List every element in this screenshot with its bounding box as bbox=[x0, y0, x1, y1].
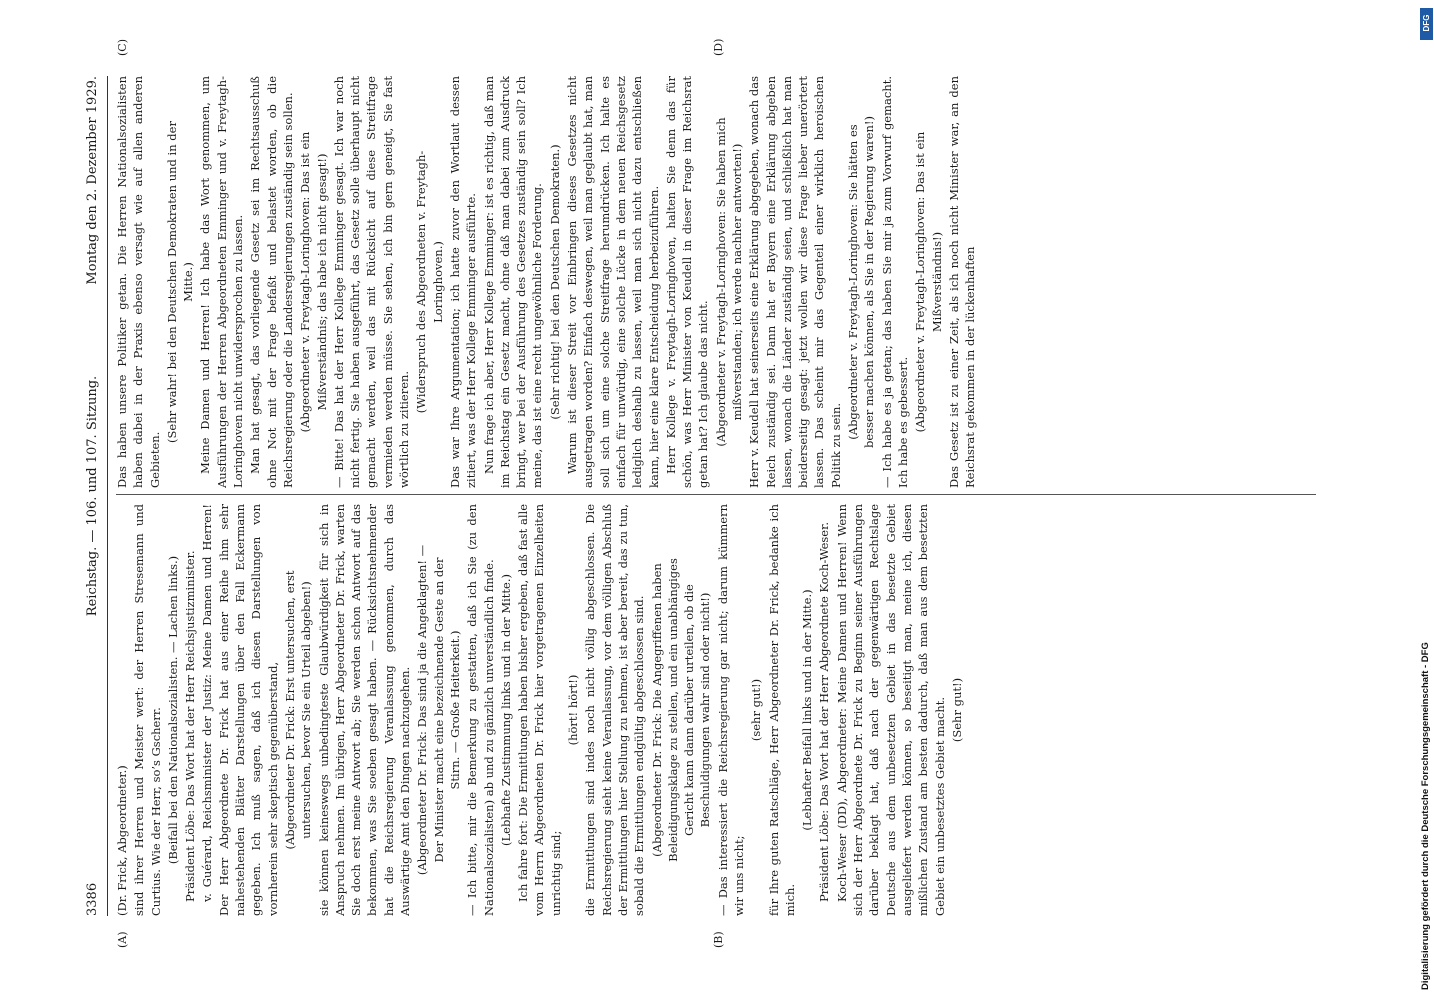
left-column bbox=[114, 504, 1320, 916]
speech-paragraph: — Ich bitte, mir die Bemerkung zu gestatten, daß ich Sie (zu den Nationalsozialisten) ab und zu gänzlich unverständlich finde. bbox=[465, 504, 496, 916]
speech-paragraph: — Ich habe es ja getan; das haben Sie mir ja zum Vorwurf gemacht. Ich habe es gebessert. bbox=[879, 76, 910, 488]
interjection: (Lebhafte Zustimmung links und in der Mitte.) bbox=[498, 574, 513, 846]
speech-paragraph: Das war Ihre Argumentation; ich hatte zuvor den Wortlaut dessen zitiert, was der Herr Kollege Emminger ausführte. bbox=[447, 76, 479, 488]
speech-paragraph: Nun frage ich aber, Herr Kollege Emminger: ist es richtig, daß man im Reichstag ein Gesetz macht, ohne daß man dabei zum Ausdruck bringt, wer bei der Ausführung des Gesetzes zuständig sein soll? Ich meine, das ist eine recht ungewöhnliche Forderung. bbox=[481, 76, 545, 488]
margin-mark-d: (D) bbox=[712, 38, 725, 56]
paragraph: sind ihrer Herren und Meister wert: der Herren Stresemann und Curtius. Wie der Herr, so’s Gscherr. bbox=[132, 504, 163, 916]
credit-text: Digitalisierung gefördert durch die Deutsche Forschungsgemeinschaft - DFG bbox=[1420, 642, 1431, 990]
interjection: (Lebhafter Beifall links und in der Mitte.) bbox=[800, 589, 815, 831]
margin-mark-c: (C) bbox=[116, 39, 129, 56]
interjection: (Abgeordneter v. Freytagh-Loringhoven: Sie haben mich mißverstanden; ich werde nachher antworten!) bbox=[713, 117, 744, 447]
interjection: (Sehr wahr! bei den Deutschen Demokraten und in der Mitte.) bbox=[164, 121, 196, 443]
interjection: (Abgeordneter v. Freytagh-Loringhoven: Das ist ein Mißverständnis; das habe ich nicht gesagt!) bbox=[298, 131, 329, 433]
speech-paragraph: Das Gesetz ist zu einer Zeit, als ich noch nicht Minister war, an den Reichsrat gekommen in der lückenhaften bbox=[946, 76, 978, 488]
header-title: Reichstag. — 106. und 107. Sitzung. bbox=[85, 375, 100, 617]
speech-paragraph: Herr Kollege v. Freytagh-Loringhoven, halten Sie denn das für schön, was Herr Minister von Keudell in dieser Frage im Reichsrat getan hat? Ich glaube das nicht. bbox=[663, 76, 711, 488]
speech-paragraph: — Das interessiert die Reichsregierung gar nicht; darum kümmern wir uns nicht; bbox=[715, 504, 746, 916]
interjection: (Abgeordneter Dr. Frick: Das sind ja die Angeklagten! — Der Minister macht eine bezeichnende Geste an der Stirn. — Große Heiterkeit.) bbox=[415, 544, 462, 876]
speech-paragraph: sie können keineswegs unbedingteste Glaubwürdigkeit für sich in Anspruch nehmen. Im übrigen, Herr Abgeordneter Dr. Frick, warten Sie doch erst meine Antwort ab; Sie werden schon Antwort auf das bekommen, was Sie soeben gesagt haben. — Rücksichtsnehmender hat die Reichsregierung Veranlassung genommen, durch das Auswärtige Amt den Dingen nachzugehen. bbox=[316, 504, 413, 916]
interjection: (sehr gut!) bbox=[749, 678, 764, 742]
speech-paragraph: Herr v. Keudell hat seinerseits eine Erklärung abgegeben, wonach das Reich zuständig sei. Dann hat er Bayern eine Erklärung abgeben lassen, wonach die Länder zuständig seien, und schließlich hat man beiderseitig gesagt: jetzt wollen wir diese Frage lieber unerörtert lassen. Das scheint mir das Gegenteil einer wirklich heroischen Politik zu sein. bbox=[747, 76, 843, 488]
president-statement: Präsident Löbe: Das Wort hat der Herr Abgeordnete Koch-Weser. bbox=[817, 522, 832, 902]
dfg-logo-text: DFG bbox=[1422, 14, 1431, 32]
interjection: (Beifall bei den Nationalsozialisten. — Lachen links.) bbox=[165, 555, 180, 865]
speech-paragraph: Meine Damen und Herren! Ich habe das Wort genommen, um Ausführungen der Herren Abgeordneten Emminger und v. Freytagh-Loringhoven nicht unwidersprochen zu lassen. bbox=[198, 76, 246, 488]
interjection: (hört! hört!) bbox=[566, 674, 581, 746]
speaker-continuation: (Dr. Frick, Abgeordneter.) bbox=[115, 765, 129, 916]
interjection: (Abgeordneter Dr. Frick: Die Angegriffenen haben Beleidigungsklage zu stellen, und ein unabhängiges Gericht kann dann darüber urteilen, ob die Beschuldigungen wahr sind oder nicht!) bbox=[649, 558, 713, 862]
interjection: (Sehr gut!) bbox=[949, 677, 964, 743]
header-date: Montag den 2. Dezember 1929. bbox=[85, 76, 100, 285]
right-column bbox=[114, 76, 1320, 488]
speech-paragraph: — Bitte! Das hat der Herr Kollege Emminger gesagt. Ich war noch nicht fertig. Sie haben ausgeführt, das Gesetz solle überhaupt nicht gemacht werden, weil das mit Rücksicht auf diese Streitfrage vermieden werden müsse. Sie sehen, ich bin gern geneigt, Sie fast wörtlich zu zitieren. bbox=[331, 76, 412, 488]
column-rule bbox=[116, 494, 1316, 495]
speech-paragraph: v. Guérard, Reichsminister der Justiz: Meine Damen und Herren! Der Herr Abgeordnete Dr. Frick hat aus einer Reihe ihm sehr nahestehenden Blätter Darstellungen über den Fall Eckermann gegeben. Ich muß sagen, daß ich diesen Darstellungen von vornherein sehr skeptisch gegenüberstand, bbox=[200, 504, 280, 916]
speech-paragraph: für Ihre guten Ratschläge, Herr Abgeordneter Dr. Frick, bedanke ich mich. bbox=[766, 504, 797, 916]
interjection: (Widerspruch des Abgeordneten v. Freytagh-Loringhoven.) bbox=[414, 150, 445, 414]
speech-paragraph: Koch-Weser (DD), Abgeordneter: Meine Damen und Herren! Wenn sich der Herr Abgeordnete Dr. Frick zu Beginn seiner Ausführungen darüber beklagt hat, daß nach der gegenwärtigen Rechtslage Deutsche aus dem unbesetzten Gebiet in das besetzte Gebiet ausgeliefert werden können, so beseitigt man, meine ich, diesen mißlichen Zustand am besten dadurch, daß man aus dem besetzten Gebiet ein unbesetztes Gebiet macht. bbox=[834, 504, 947, 916]
header-rule bbox=[107, 76, 108, 916]
interjection: (Sehr richtig! bei den Deutschen Demokraten.) bbox=[547, 144, 562, 420]
page-header bbox=[80, 76, 106, 916]
margin-mark-b: (B) bbox=[712, 931, 725, 948]
interjection: (Abgeordneter Dr. Frick: Erst untersuchen, erst untersuchen, bevor Sie ein Urteil abgeben!) bbox=[282, 570, 314, 850]
margin-mark-a: (A) bbox=[116, 931, 129, 948]
speech-paragraph: Warum ist dieser Streit vor Einbringen dieses Gesetzes nicht ausgetragen worden? Einfach deswegen, weil man geglaubt hat, man soll sich um eine solche Streitfrage herumdrücken. Ich halte es einfach für unwürdig, eine solche Lücke in dem neuen Reichsgesetz lediglich deshalb zu lassen, weil man sich nicht dazu entschließen kann, hier eine klare Entscheidung herbeizuführen. bbox=[565, 76, 661, 488]
page-number: 3386 bbox=[85, 882, 100, 916]
president-statement: Präsident Löbe: Das Wort hat der Herr Reichsjustizminister. bbox=[183, 550, 198, 902]
speech-paragraph: Das haben unsere Politiker getan. Die Herren Nationalsozialisten haben dabei in der Praxis ebenso versagt wie auf allen anderen Gebieten. bbox=[115, 76, 162, 488]
speech-paragraph: Man hat gesagt, das vorliegende Gesetz sei im Rechtsausschuß ohne Not mit der Frage befaßt und belastet worden, ob die Reichsregierung oder die Landesregierungen zuständig sein sollen. bbox=[248, 76, 295, 488]
speech-paragraph: die Ermittlungen sind indes noch nicht völlig abgeschlossen. Die Reichsregierung sieht keine Veranlassung, vor dem völligen Abschluß der Ermittlungen hier Stellung zu nehmen, ist aber bereit, das zu tun, sobald die Ermittlungen endgültig abgeschlossen sind. bbox=[583, 504, 647, 916]
digitization-credit bbox=[1418, 0, 1434, 1000]
interjection: (Abgeordneter v. Freytagh-Loringhoven: Sie hätten es besser machen können, als Sie in der Regierung waren!) bbox=[846, 116, 877, 448]
interjection: (Abgeordneter v. Freytagh-Loringhoven: Das ist ein Mißverständnis!) bbox=[913, 131, 944, 433]
speech-paragraph: Ich fahre fort: Die Ermittlungen haben bisher ergeben, daß fast alle vom Herrn Abgeordneten Dr. Frick hier vorgetragenen Einzelheiten unrichtig sind; bbox=[516, 504, 563, 916]
